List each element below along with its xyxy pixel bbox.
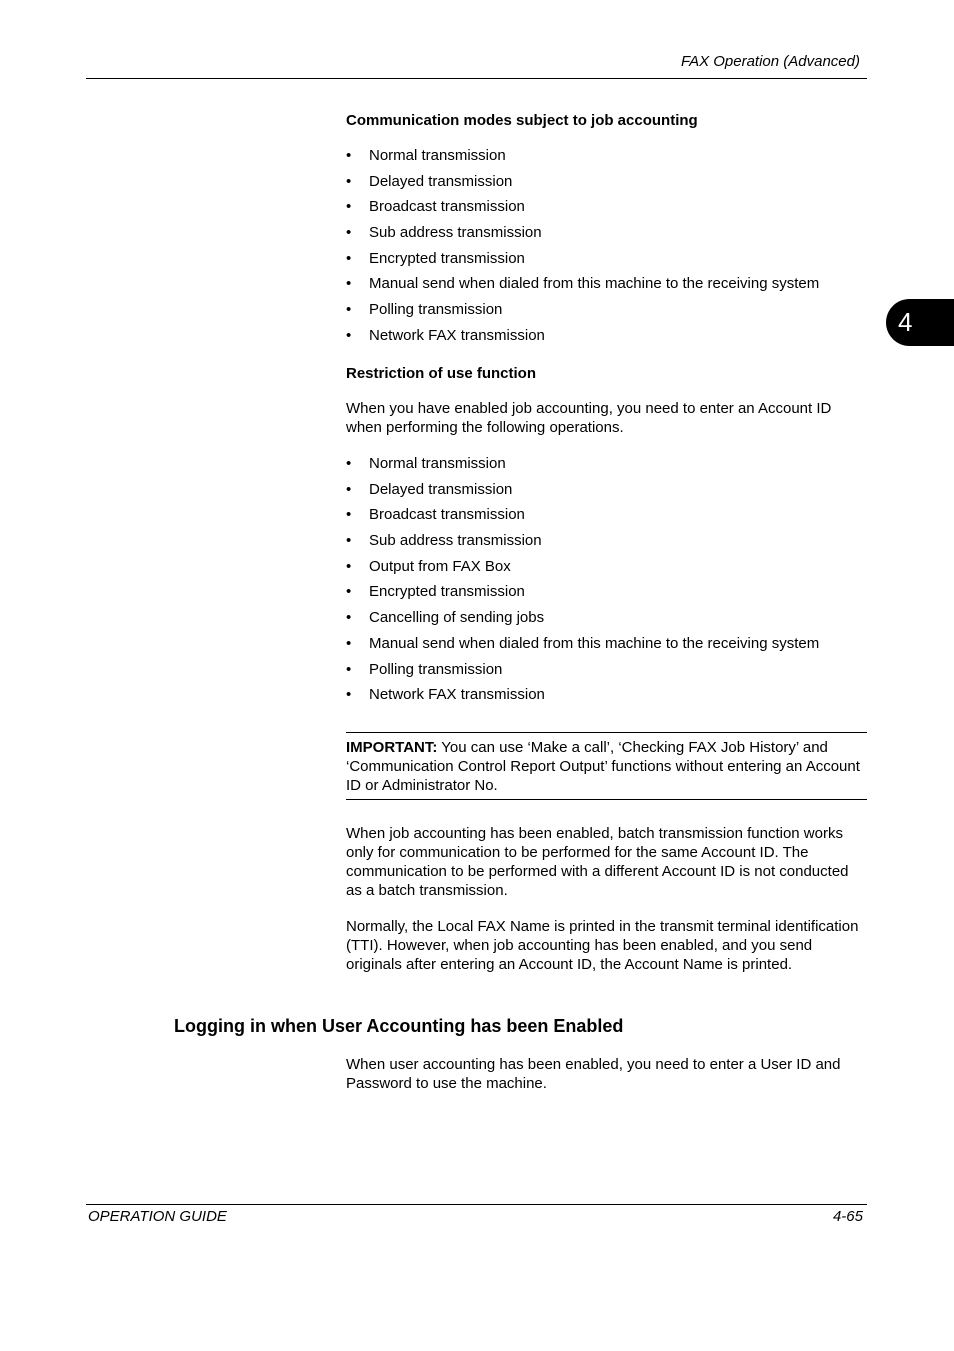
chapter-tab: 4 <box>886 299 954 346</box>
bullet-list <box>346 454 867 711</box>
header-rule <box>86 78 867 79</box>
list-item: • Manual send when dialed from this machine to the receiving system <box>346 274 867 300</box>
running-header: FAX Operation (Advanced) <box>681 53 860 70</box>
restriction-list <box>346 454 867 711</box>
list-item: • Sub address transmission <box>346 531 867 557</box>
communication-modes-list <box>346 146 867 352</box>
important-label: IMPORTANT: <box>346 739 438 756</box>
list-item: • Sub address transmission <box>346 223 867 249</box>
list-item: • Cancelling of sending jobs <box>346 608 867 634</box>
paragraph: When job accounting has been enabled, batch transmission function works only for communication to be performed for the same Account ID. The communication to be performed with a different Account ID is not conducted as a batch transmission. <box>346 825 849 899</box>
batch-transmission-paragraph <box>346 824 867 900</box>
bullet-list <box>346 146 867 352</box>
user-accounting-paragraph <box>346 1055 867 1093</box>
list-item: • Encrypted transmission <box>346 582 867 608</box>
paragraph: When you have enabled job accounting, you need to enter an Account ID when performing the following operations. <box>346 400 832 436</box>
list-item: • Polling transmission <box>346 300 867 326</box>
section-heading-user-accounting: Logging in when User Accounting has been Enabled <box>174 1016 624 1036</box>
footer-guide-title: OPERATION GUIDE <box>88 1208 227 1225</box>
section-heading-restriction: Restriction of use function <box>346 365 537 382</box>
restriction-intro <box>346 399 867 437</box>
list-item: • Broadcast transmission <box>346 197 867 223</box>
list-item: • Polling transmission <box>346 660 867 686</box>
list-item: • Network FAX transmission <box>346 685 867 711</box>
list-item: • Normal transmission <box>346 454 867 480</box>
list-item: • Broadcast transmission <box>346 505 867 531</box>
paragraph: Normally, the Local FAX Name is printed in the transmit terminal identification (TTI). However, when job accounting has been enabled, and you send originals after entering an Account ID, the Account Name is printed. <box>346 918 859 973</box>
list-item: • Network FAX transmission <box>346 326 867 352</box>
list-item: • Delayed transmission <box>346 480 867 506</box>
important-note <box>346 732 867 800</box>
important-text: You can use ‘Make a call’, ‘Checking FAX Job History’ and ‘Communication Control Report Output’ functions without entering an Account ID or Administrator No. <box>346 739 860 794</box>
list-item: • Output from FAX Box <box>346 557 867 583</box>
section-heading-communication-modes: Communication modes subject to job accounting <box>346 112 698 129</box>
page-number: 4-65 <box>832 1208 863 1225</box>
local-fax-name-paragraph <box>346 917 867 974</box>
list-item: • Manual send when dialed from this machine to the receiving system <box>346 634 867 660</box>
paragraph: When user accounting has been enabled, you need to enter a User ID and Password to use the machine. <box>346 1056 841 1092</box>
list-item: • Encrypted transmission <box>346 249 867 275</box>
list-item: • Delayed transmission <box>346 172 867 198</box>
footer-rule <box>86 1204 867 1205</box>
list-item: • Normal transmission <box>346 146 867 172</box>
